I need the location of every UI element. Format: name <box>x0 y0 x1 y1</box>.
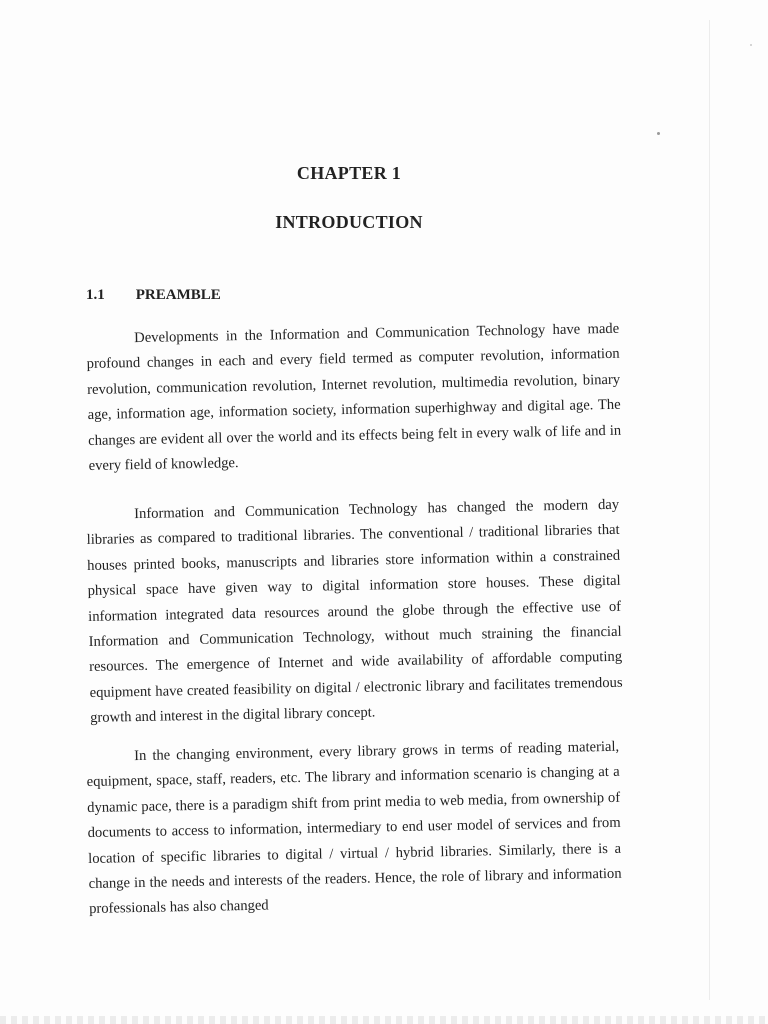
scan-bottom-edge <box>0 1016 768 1024</box>
scan-edge-line <box>709 20 710 1000</box>
scan-speck <box>750 44 752 46</box>
chapter-label: CHAPTER 1 <box>296 163 402 183</box>
section-number: 1.1 <box>86 287 105 303</box>
chapter-title: INTRODUCTION <box>275 212 423 232</box>
section-title: PREAMBLE <box>135 287 221 303</box>
section-heading <box>86 287 221 304</box>
scan-speck <box>657 132 660 135</box>
body-paragraph: Information and Communication Technology has changed the modern day libraries as compared to traditional libraries. The conventional / traditional libraries that houses printed books, manuscripts and libraries store information within a constrained physical space have given way to digital information store houses. These digital information integrated data resources around the globe through the effective use of Information and Communication Technology, without much straining the financial resources. The emergence of Internet and wide availability of affordable computing equipment have created feasibility on digital / electronic library and facilitates tremendous growth and interest in the digital library concept. <box>86 496 623 727</box>
body-paragraph: Developments in the Information and Communication Technology have made profound changes in each and every field termed as computer revolution, information revolution, communication revolution, Internet revolution, multimedia revolution, binary age, information age, information society, information superhighway and digital age. The changes are evident all over the world and its effects being felt in every walk of life and in every field of knowledge. <box>86 320 622 475</box>
body-paragraph: In the changing environment, every library grows in terms of reading material, equipment, space, staff, readers, etc. The library and information scenario is changing at a dynamic pace, there is a paradigm shift from print media to web media, from ownership of documents to access to information, intermediary to end user model of services and from location of specific libraries to digital / virtual / hybrid libraries. Similarly, there is a change in the needs and interests of the readers. Hence, the role of library and information professionals has also changed <box>86 738 622 918</box>
